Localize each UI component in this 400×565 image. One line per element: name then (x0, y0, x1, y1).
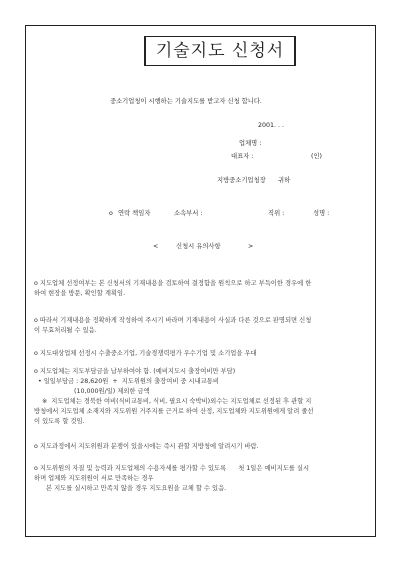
contact-bullet: o (109, 210, 113, 217)
note-text: 지도위원의 자질 및 능력과 지도업체의 수용자세를 평가할 수 있도록 첫 1일은 예비지도를 실시 (39, 465, 310, 472)
title-bar-right (294, 36, 296, 66)
request-sentence: 중소기업청이 시행하는 기술지도를 받고자 신청 합니다. (110, 98, 262, 105)
note-6 (34, 464, 368, 494)
title-bar-left (144, 36, 146, 66)
note-text: 지도업체는 지도부담금을 납부하여야 함. (예비지도시 출장여비만 부담) (39, 368, 236, 375)
notice-heading: 신청시 유의사항 (176, 243, 221, 250)
note-line: • 일일부담금 : 28,620원 + 지도위원의 출장여비 중 시내교통비 (34, 378, 219, 385)
note-line (34, 279, 368, 289)
note-bullet: o (34, 368, 38, 375)
note-1 (34, 279, 368, 299)
note-2 (34, 316, 368, 336)
contact-person-label: 연락 책임자 (118, 210, 151, 217)
note-line (34, 442, 368, 452)
note-text: 따라서 기재내용을 정확하게 작성하여 주시기 바라며 기재내용이 사실과 다른 것으로 판명되면 신청 (39, 317, 312, 324)
company-name-label: 업체명 : (239, 140, 262, 147)
note-line: 하여 현장을 방문, 확인할 계획임. (34, 290, 126, 297)
note-line: (10,000원/일) 제외한 금액 (34, 388, 150, 395)
note-bullet: o (34, 443, 38, 450)
note-line: ※ 지도업체는 경북한 여비(식비교통비, 식비, 필요시 숙박비)외수는 지도업체로 선정된 후 관할 지 (34, 398, 312, 405)
recipient-suffix: 귀하 (278, 177, 291, 184)
contact-name-label: 성명 : (313, 210, 330, 217)
note-line: 본 지도를 실시하고 만족치 않을 경우 지도요원을 교체 할 수 있음. (34, 485, 227, 492)
note-line: 이 무효처리될 수 있음. (34, 327, 97, 334)
notice-heading-right: > (248, 243, 254, 250)
position-label: 직위 : (268, 210, 285, 217)
application-form (25, 25, 376, 537)
note-4 (34, 367, 368, 427)
note-bullet: o (34, 350, 38, 357)
recipient-name: 지방중소기업청장 (217, 177, 266, 184)
note-3 (34, 349, 368, 359)
ceo-name-label: 대표자 : (231, 153, 254, 160)
note-line (34, 316, 368, 326)
notice-heading-left: < (153, 243, 159, 250)
note-bullet: o (34, 280, 38, 287)
note-line: 하며 업체와 지도위원이 서로 만족하는 경우 (34, 475, 154, 482)
department-label: 소속부서 : (174, 210, 203, 217)
note-bullet: o (34, 317, 38, 324)
note-line: 이 있도록 할 것임. (34, 418, 85, 425)
page-title: 기술지도 신청서 (155, 41, 285, 61)
note-line (34, 349, 368, 359)
note-line: 방청에서 지도업체 소재지와 지도위원 거주지를 근거로 하여 산정, 지도업체와 지도위원에게 알려 줄선 (34, 408, 314, 415)
note-text: 지도대상업체 선정시 수출중소기업, 기술경쟁력평가 우수기업 및 소기업을 우대 (39, 350, 257, 357)
note-text: 지도업체 선정여부는 본 신청서의 기재내용을 검토하여 결정함을 원칙으로 하고 부득이한 경우에 한 (39, 280, 312, 287)
note-line (34, 464, 368, 474)
title-box (144, 36, 296, 66)
application-date: 2001. . . (258, 122, 285, 129)
note-5 (34, 442, 368, 452)
seal-mark: (인) (311, 153, 322, 160)
note-text: 지도과정에서 지도위원과 분쟁이 있을시에는 즉시 관할 지방청에 알려시기 바람. (39, 443, 259, 450)
note-bullet: o (34, 465, 38, 472)
note-line (34, 367, 368, 377)
